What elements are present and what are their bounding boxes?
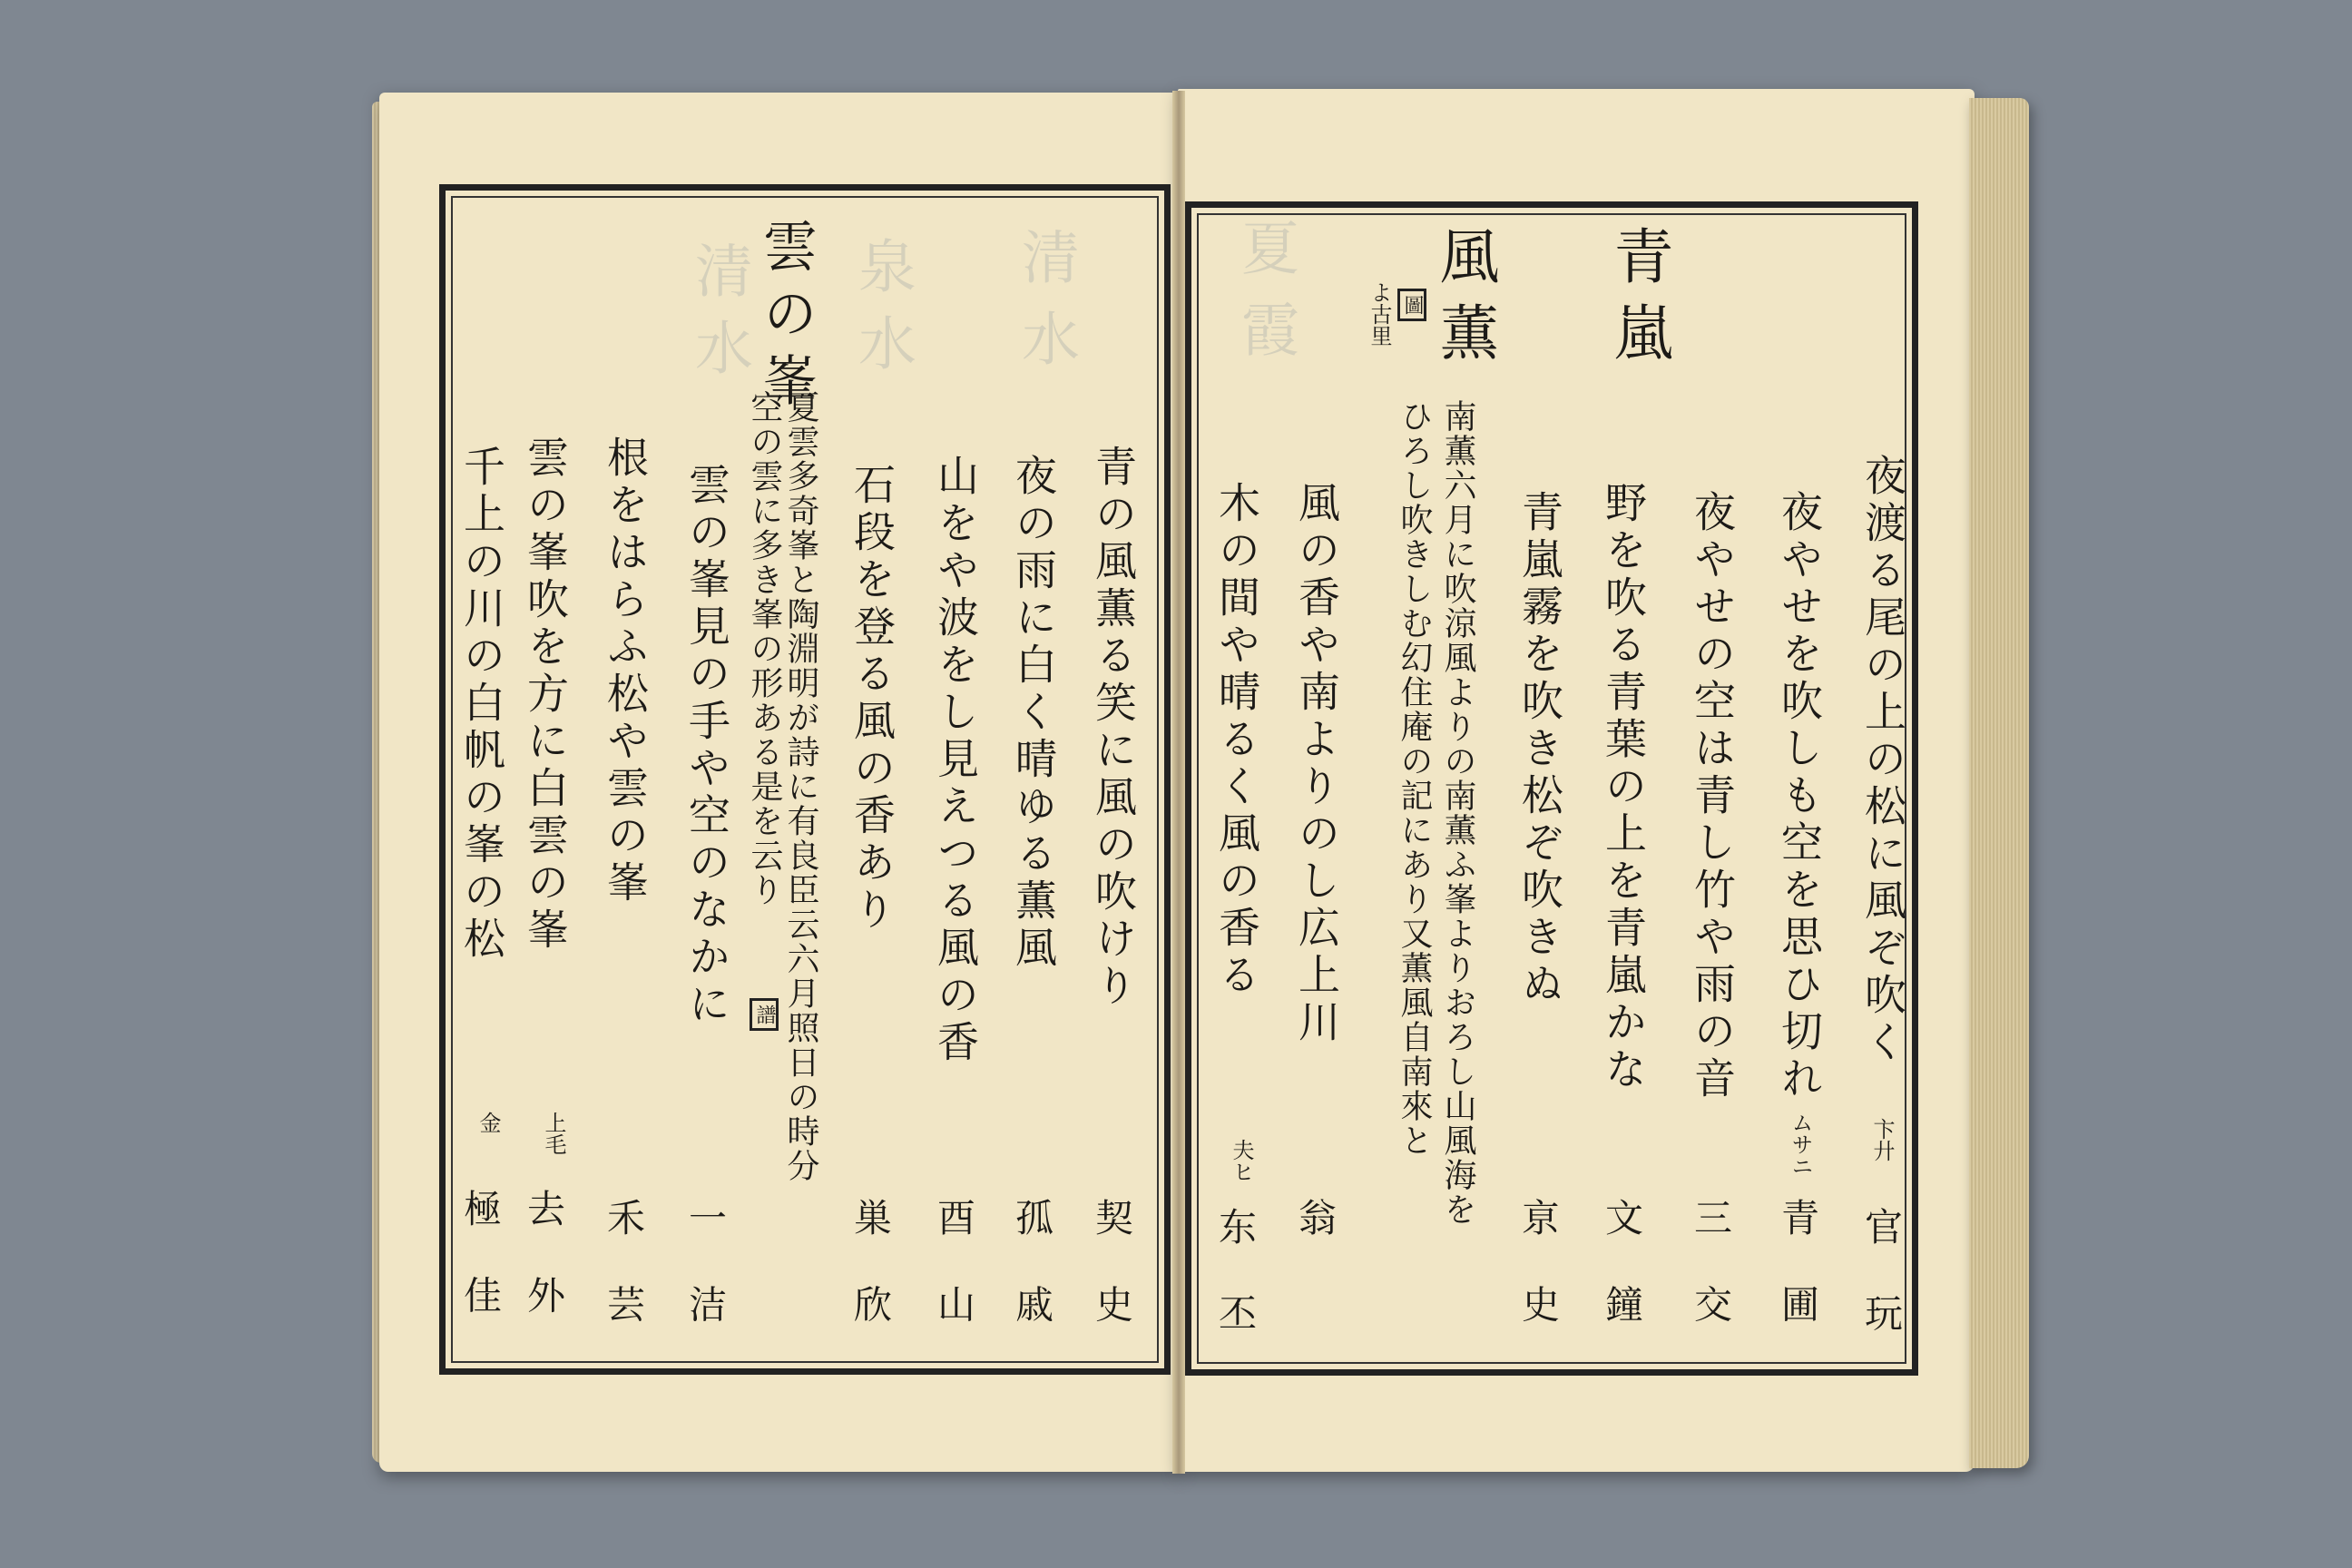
verse-note: 上毛 [541,1112,566,1155]
poet-name: 契 史 [1090,1198,1134,1341]
ghost-text: 水 [685,318,752,397]
verse-column: 木の間や晴るく風の香る [1212,481,1261,1000]
subtitle-note: よ古里 [1367,281,1392,347]
prose-column: 南薫六月に吹涼風よりの南薫ふ峯よりおろし山風海を [1439,399,1476,1227]
prose-column: 夏雲多奇峯と陶淵明が詩に有良臣云六月照日の時分 [782,390,819,1183]
section-title-seiran: 青嵐 [1603,225,1673,377]
prose-column: 空の雲に多き峯の形ある是を云り [746,390,783,907]
ghost-text: 水 [848,313,916,393]
poet-name: 巣 欣 [848,1198,893,1341]
poet-name: 亰 史 [1516,1198,1561,1341]
verse-column: 根をはらふ松や雲の峯 [601,436,650,907]
ghost-text: 水 [1012,309,1079,388]
ghost-text: 夏 [1231,218,1298,298]
poet-name: 極 佳 [458,1189,503,1332]
seal-mark: 譜 [750,998,779,1031]
poet-name: 翁 [1293,1198,1338,1254]
verse-column: 風の香や南よりのし広上川 [1292,481,1341,1047]
poet-name: 青 圃 [1776,1198,1820,1341]
verse-column: 野を吹る青葉の上を青嵐かな [1599,481,1648,1094]
verse-note: 卞廾 [1869,1118,1895,1161]
poet-name: 禾 芸 [602,1198,646,1341]
poet-name: 一 洁 [683,1198,728,1341]
verse-column: 夜渡る尾の上の松に風ぞ吹く [1858,454,1907,1067]
ghost-text: 清 [685,240,752,320]
verse-column: 青嵐霧を吹き松ぞ吹きぬ [1515,490,1564,1009]
verse-column: 夜やせを吹しも空を思ひ切れ [1775,490,1824,1103]
section-title-kunpu: 風薫 [1429,225,1499,377]
page-stack-right-edge [1969,98,2029,1468]
poet-name: 文 鐘 [1600,1198,1644,1341]
section-title-kumo-no-mine: 雲の峯 [754,218,818,419]
verse-column: 千上の川の白帆の峯の松 [457,445,506,964]
poet-name: 孤 戚 [1010,1198,1054,1341]
verse-column: 山をや波をし見えつる風の香 [931,454,980,1067]
verse-column: 青の風薫る笑に風の吹けり [1089,445,1138,1011]
verse-column: 夜の雨に白く晴ゆる薫風 [1009,454,1058,973]
verse-column: 雲の峯吹を方に白雲の峯 [521,436,570,955]
verse-column: 石段を登る風の香あり [848,463,897,935]
poet-name: 东 丕 [1213,1207,1258,1350]
verse-note: 金 [475,1112,501,1133]
seal-mark: 圖 [1397,289,1426,321]
verse-column: 夜やせの空は青し竹や雨の音 [1688,490,1737,1103]
ghost-text: 泉 [848,236,916,316]
verse-note: 夫ヒ [1229,1139,1254,1182]
verse-column: 雲の峯見の手や空のなかに [682,463,731,1029]
book-gutter [1172,91,1185,1474]
ghost-text: 霞 [1231,299,1298,379]
poet-name: 官 玩 [1859,1207,1904,1350]
poet-name: 去 外 [522,1189,566,1332]
verse-note: ムサニ [1788,1112,1813,1177]
prose-column: ひろし吹きしむ幻住庵の記にあり又薫風自南來と [1396,399,1433,1158]
poet-name: 三 交 [1689,1198,1733,1341]
poet-name: 酉 山 [932,1198,976,1341]
ghost-text: 清 [1012,227,1079,307]
